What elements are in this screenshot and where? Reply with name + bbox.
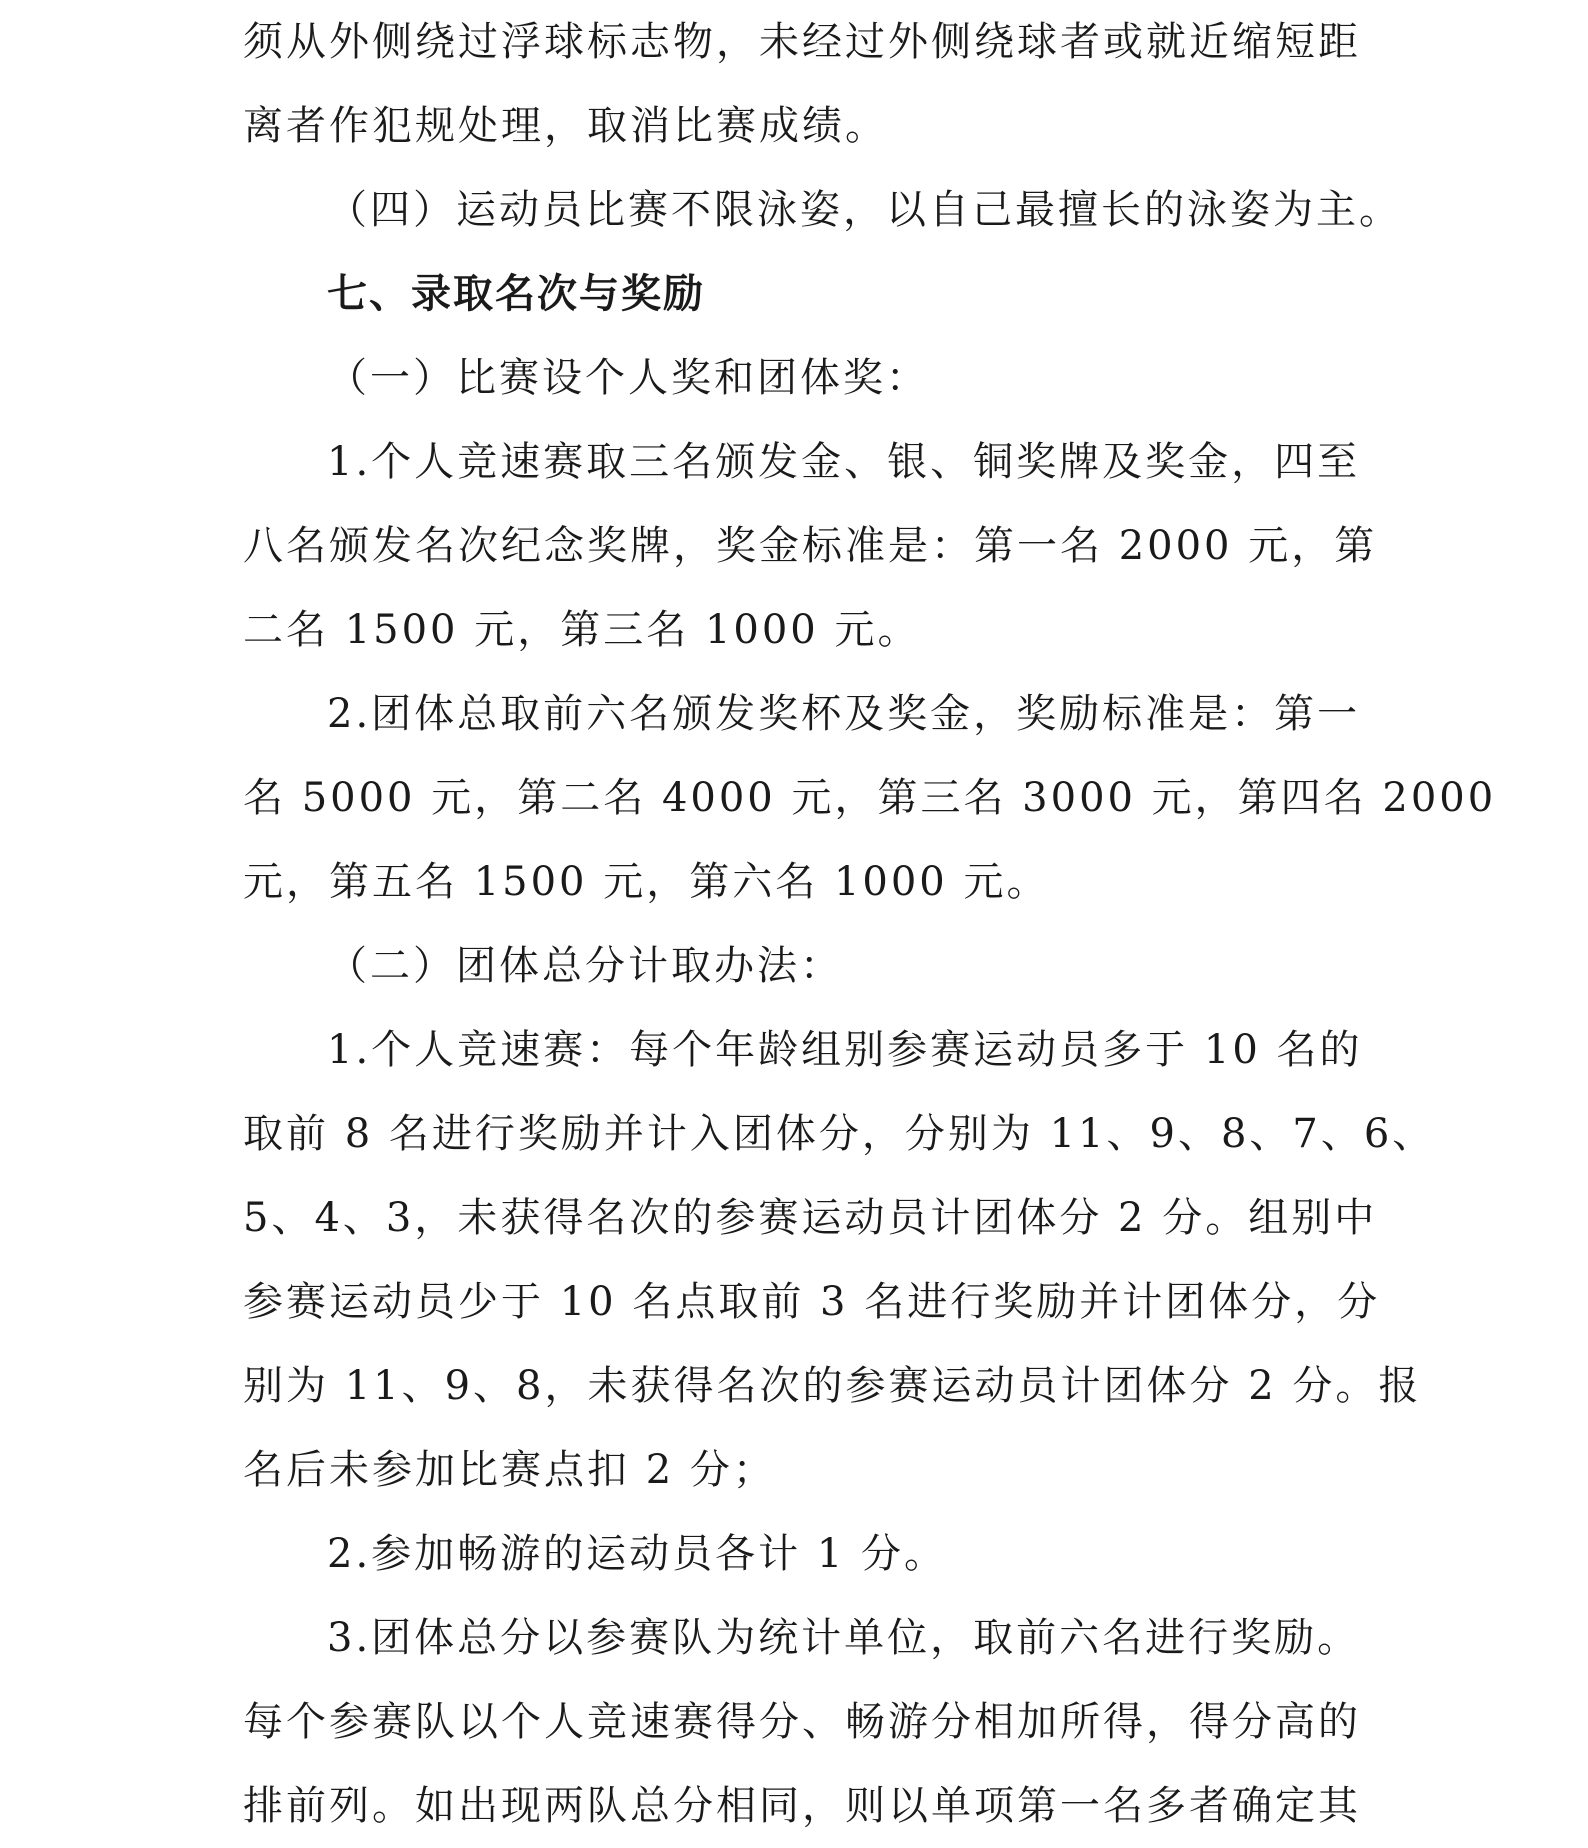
text-line: 取前 8 名进行奖励并计入团体分，分别为 11、9、8、7、6、	[243, 1111, 1436, 1157]
text-line: 须从外侧绕过浮球标志物，未经过外侧绕球者或就近缩短距	[243, 19, 1361, 65]
section-heading: 七、录取名次与奖励	[327, 271, 705, 317]
text-line: 1.个人竞速赛：每个年龄组别参赛运动员多于 10 名的	[327, 1027, 1363, 1073]
text-line: 别为 11、9、8，未获得名次的参赛运动员计团体分 2 分。报	[243, 1363, 1422, 1409]
text-line: 每个参赛队以个人竞速赛得分、畅游分相加所得，得分高的	[243, 1699, 1361, 1745]
text-line: 5、4、3，未获得名次的参赛运动员计团体分 2 分。组别中	[243, 1195, 1378, 1241]
text-line: 元，第五名 1500 元，第六名 1000 元。	[243, 859, 1050, 905]
text-line: 名后未参加比赛点扣 2 分；	[243, 1447, 776, 1493]
text-line: 1.个人竞速赛取三名颁发金、银、铜奖牌及奖金，四至	[327, 439, 1361, 485]
text-line: 2.参加畅游的运动员各计 1 分。	[327, 1531, 948, 1577]
text-line: 排前列。如出现两队总分相同，则以单项第一名多者确定其	[243, 1783, 1361, 1829]
text-line: 名 5000 元，第二名 4000 元，第三名 3000 元，第四名 2000	[243, 775, 1497, 821]
document-body	[243, 0, 1497, 1848]
text-line: 3.团体总分以参赛队为统计单位，取前六名进行奖励。	[327, 1615, 1361, 1661]
text-line: 八名颁发名次纪念奖牌，奖金标准是：第一名 2000 元，第	[243, 523, 1378, 569]
text-line: 2.团体总取前六名颁发奖杯及奖金，奖励标准是：第一	[327, 691, 1361, 737]
text-line: 离者作犯规处理，取消比赛成绩。	[243, 103, 888, 149]
text-line: 参赛运动员少于 10 名点取前 3 名进行奖励并计团体分，分	[243, 1279, 1381, 1325]
subsection-heading: （一）比赛设个人奖和团体奖：	[327, 355, 929, 401]
text-line: （四）运动员比赛不限泳姿，以自己最擅长的泳姿为主。	[327, 187, 1402, 233]
subsection-heading: （二）团体总分计取办法：	[327, 943, 843, 989]
text-line: 二名 1500 元，第三名 1000 元。	[243, 607, 921, 653]
